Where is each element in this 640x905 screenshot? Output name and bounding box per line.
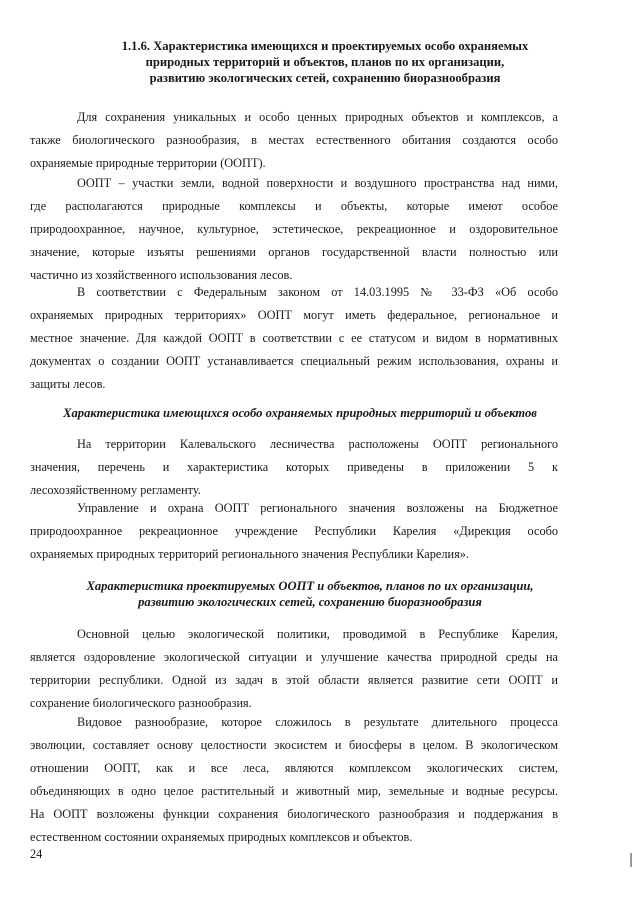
paragraph-line: отношении ООПТ, как и все леса, являются комплексом экологических систем,	[30, 761, 558, 775]
scan-edge-mark	[630, 853, 632, 867]
page-number: 24	[30, 847, 43, 861]
paragraph-line: значения, перечень и характеристика которых приведены в приложении 5 к	[30, 460, 558, 474]
paragraph-line: защиты лесов.	[30, 377, 106, 391]
paragraph-oopt-purpose	[30, 106, 558, 175]
paragraph-line: местное значение. Для каждой ООПТ в соответствии с ее статусом и видом в нормативных	[30, 331, 558, 345]
paragraph-line: Видовое разнообразие, которое сложилось в результате длительного процесса	[77, 715, 558, 729]
paragraph-line: ООПТ – участки земли, водной поверхности и воздушного пространства над ними,	[77, 176, 558, 190]
paragraph-line: В соответствии с Федеральным законом от 14.03.1995 № 33-ФЗ «Об особо	[77, 285, 558, 299]
subheading-planned-oopt	[40, 578, 580, 610]
paragraph-line: природоохранное, научное, культурное, эстетическое, рекреационное и оздоровительное	[30, 222, 558, 236]
paragraph-line: Управление и охрана ООПТ регионального значения возложены на Бюджетное	[77, 501, 558, 515]
paragraph-line: лесохозяйственному регламенту.	[30, 483, 201, 497]
paragraph-line: На территории Калевальского лесничества расположены ООПТ регионального	[77, 437, 558, 451]
paragraph-line: На ООПТ возложены функции сохранения биологического разнообразия и поддержания в	[30, 807, 558, 821]
paragraph-line: частично из хозяйственного использования лесов.	[30, 268, 293, 282]
paragraph-line: территории республики. Одной из задач в этой области является развитие сети ООПТ и	[30, 673, 558, 687]
paragraph-federal-law	[30, 281, 558, 396]
paragraph-line: документах о создании ООПТ устанавливается специальный режим использования, охраны и	[30, 354, 558, 368]
section-title	[70, 38, 580, 86]
paragraph-line: где располагаются природные комплексы и объекты, которые имеют особое	[30, 199, 558, 213]
section-title-line: природных территорий и объектов, планов по их организации,	[145, 55, 505, 69]
subheading-line: Характеристика проектируемых ООПТ и объектов, планов по их организации,	[86, 579, 534, 593]
paragraph-line: естественном состоянии охраняемых природных комплексов и объектов.	[30, 830, 413, 844]
paragraph-line: охраняемых природных территорий регионального значения Республики Карелия».	[30, 547, 469, 561]
paragraph-line: охраняемые природные территории (ООПТ).	[30, 156, 266, 170]
paragraph-ecological-policy	[30, 623, 558, 715]
paragraph-line: значение, которые изъяты решениями органов государственной власти полностью или	[30, 245, 558, 259]
paragraph-line: Основной целью экологической политики, проводимой в Республике Карелия,	[77, 627, 558, 641]
paragraph-line: также биологического разнообразия, в местах естественного обитания создаются особо	[30, 133, 558, 147]
section-title-line: развитию экологических сетей, сохранению биоразнообразия	[149, 71, 501, 85]
paragraph-line: сохранение биологического разнообразия.	[30, 696, 252, 710]
subheading-existing-oopt: Характеристика имеющихся особо охраняемых природных территорий и объектов	[63, 406, 537, 420]
paragraph-species-diversity	[30, 711, 558, 849]
paragraph-oopt-management	[30, 497, 558, 566]
paragraph-line: природоохранное рекреационное учреждение Республики Карелия «Дирекция особо	[30, 524, 558, 538]
paragraph-kalevala-oopt	[30, 433, 558, 502]
paragraph-line: является оздоровление экологической ситуации и улучшение качества природной среды на	[30, 650, 558, 664]
paragraph-oopt-definition	[30, 172, 558, 287]
paragraph-line: Для сохранения уникальных и особо ценных природных объектов и комплексов, а	[77, 110, 558, 124]
subheading-line: развитию экологических сетей, сохранению биоразнообразия	[138, 595, 482, 609]
paragraph-line: охраняемых природных территориях» ООПТ могут иметь федеральное, региональное и	[30, 308, 558, 322]
section-title-line: 1.1.6. Характеристика имеющихся и проектируемых особо охраняемых	[121, 39, 529, 53]
paragraph-line: эволюции, составляет основу целостности экосистем и биосферы в целом. В экологическом	[30, 738, 558, 752]
paragraph-line: объединяющих в одно целое растительный и животный мир, земельные и водные ресурсы.	[30, 784, 558, 798]
